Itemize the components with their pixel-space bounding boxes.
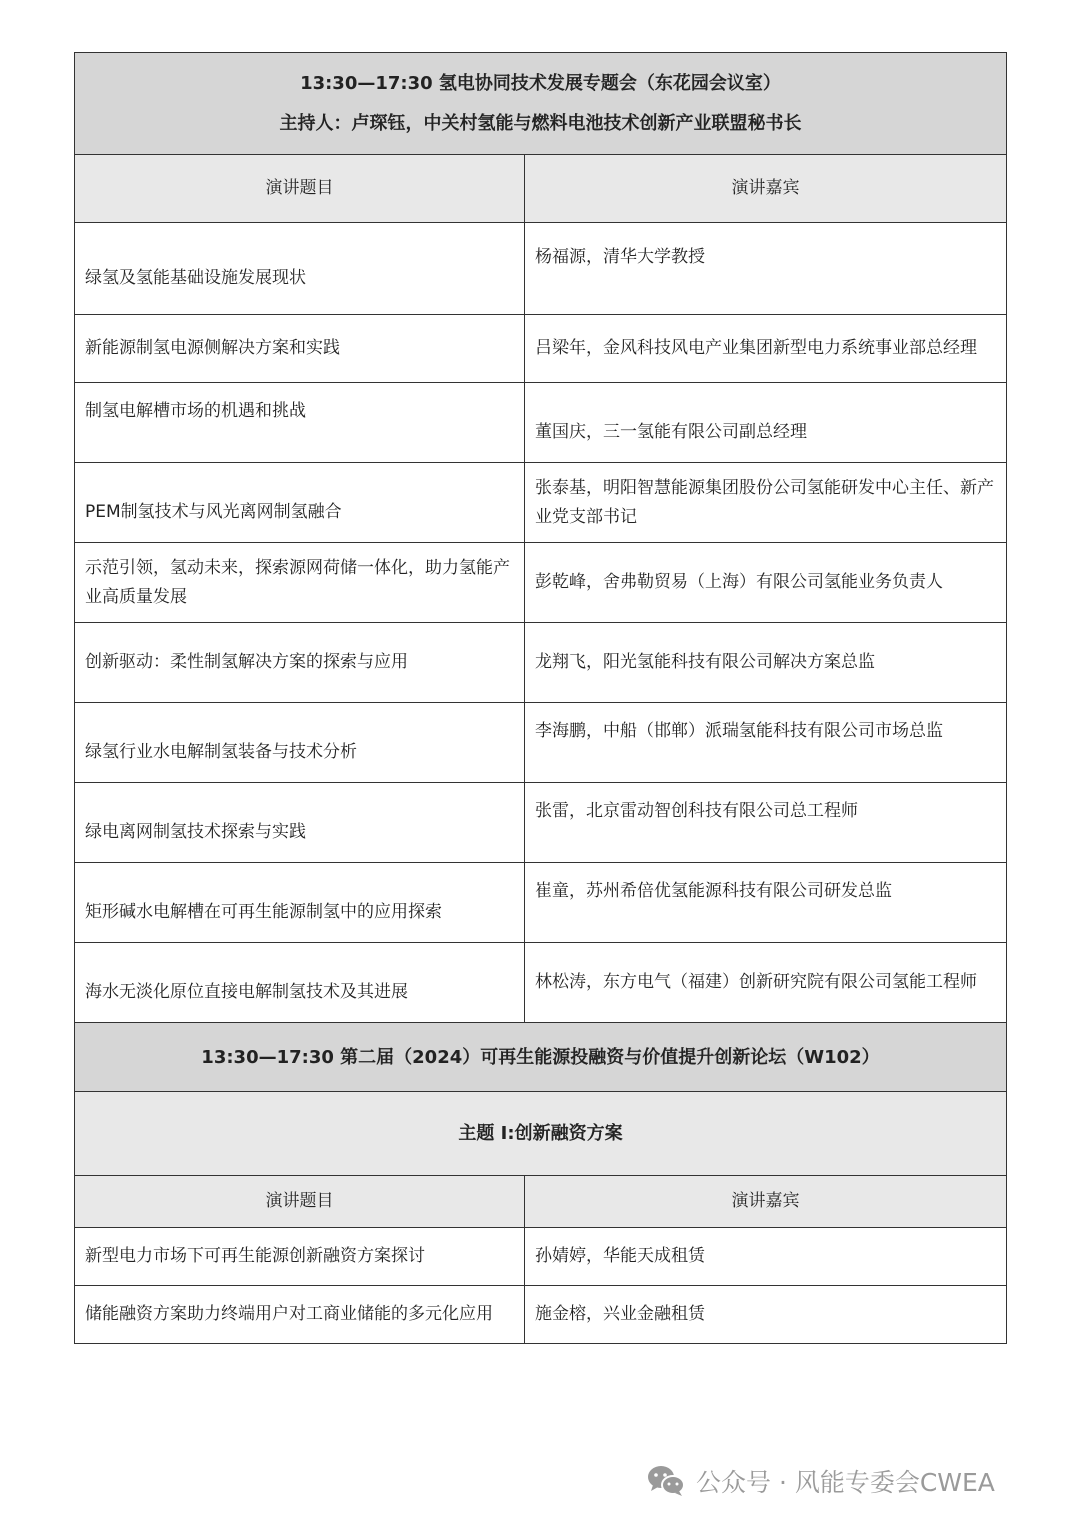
table-row bbox=[75, 703, 1007, 783]
table-row bbox=[75, 543, 1007, 623]
table-row bbox=[75, 383, 1007, 463]
talk-speaker: 李海鹏，中船（邯郸）派瑞氢能科技有限公司市场总监 bbox=[525, 703, 1007, 783]
talk-speaker: 杨福源，清华大学教授 bbox=[525, 223, 1007, 315]
section1-header bbox=[75, 53, 1007, 155]
watermark-text: 公众号 · 风能专委会CWEA bbox=[696, 1468, 995, 1497]
section2-title: 13:30—17:30 第二届（2024）可再生能源投融资与价值提升创新论坛（W102） bbox=[75, 1023, 1007, 1092]
column-header-topic: 演讲题目 bbox=[75, 1176, 525, 1228]
talk-topic: 储能融资方案助力终端用户对工商业储能的多元化应用 bbox=[75, 1286, 525, 1344]
watermark bbox=[646, 1463, 995, 1499]
section1-host: 主持人：卢琛钰，中关村氢能与燃料电池技术创新产业联盟秘书长 bbox=[279, 112, 802, 134]
talk-topic: 矩形碱水电解槽在可再生能源制氢中的应用探索 bbox=[75, 863, 525, 943]
table-row bbox=[75, 943, 1007, 1023]
section1-title: 13:30—17:30 氢电协同技术发展专题会（东花园会议室） bbox=[300, 72, 781, 94]
column-header-speaker: 演讲嘉宾 bbox=[525, 155, 1007, 223]
table-row bbox=[75, 1228, 1007, 1286]
agenda-table bbox=[74, 52, 1007, 1344]
section1-header-row bbox=[75, 53, 1007, 155]
section2-theme: 主题 I:创新融资方案 bbox=[75, 1092, 1007, 1176]
talk-topic: 海水无淡化原位直接电解制氢技术及其进展 bbox=[75, 943, 525, 1023]
talk-speaker: 施金榕，兴业金融租赁 bbox=[525, 1286, 1007, 1344]
talk-topic: 绿氢及氢能基础设施发展现状 bbox=[75, 223, 525, 315]
wechat-icon bbox=[646, 1464, 686, 1498]
talk-speaker: 张雷，北京雷动智创科技有限公司总工程师 bbox=[525, 783, 1007, 863]
table-row bbox=[75, 623, 1007, 703]
table-row bbox=[75, 223, 1007, 315]
talk-topic: 绿氢行业水电解制氢装备与技术分析 bbox=[75, 703, 525, 783]
table-row bbox=[75, 315, 1007, 383]
talk-topic: PEM制氢技术与风光离网制氢融合 bbox=[75, 463, 525, 543]
talk-speaker: 吕梁年，金风科技风电产业集团新型电力系统事业部总经理 bbox=[525, 315, 1007, 383]
talk-topic: 新能源制氢电源侧解决方案和实践 bbox=[75, 315, 525, 383]
talk-topic: 创新驱动：柔性制氢解决方案的探索与应用 bbox=[75, 623, 525, 703]
section2-header-row bbox=[75, 1023, 1007, 1092]
table-row bbox=[75, 463, 1007, 543]
section1-column-header-row bbox=[75, 155, 1007, 223]
talk-topic: 绿电离网制氢技术探索与实践 bbox=[75, 783, 525, 863]
section2-theme-row bbox=[75, 1092, 1007, 1176]
talk-topic: 新型电力市场下可再生能源创新融资方案探讨 bbox=[75, 1228, 525, 1286]
table-row bbox=[75, 783, 1007, 863]
section2-column-header-row bbox=[75, 1176, 1007, 1228]
column-header-speaker: 演讲嘉宾 bbox=[525, 1176, 1007, 1228]
talk-speaker: 孙婧婷，华能天成租赁 bbox=[525, 1228, 1007, 1286]
talk-speaker: 张泰基，明阳智慧能源集团股份公司氢能研发中心主任、新产业党支部书记 bbox=[525, 463, 1007, 543]
talk-speaker: 崔童，苏州希倍优氢能源科技有限公司研发总监 bbox=[525, 863, 1007, 943]
talk-topic: 制氢电解槽市场的机遇和挑战 bbox=[75, 383, 525, 463]
talk-speaker: 林松涛，东方电气（福建）创新研究院有限公司氢能工程师 bbox=[525, 943, 1007, 1023]
talk-speaker: 龙翔飞，阳光氢能科技有限公司解决方案总监 bbox=[525, 623, 1007, 703]
table-row bbox=[75, 1286, 1007, 1344]
talk-speaker: 彭乾峰，舍弗勒贸易（上海）有限公司氢能业务负责人 bbox=[525, 543, 1007, 623]
column-header-topic: 演讲题目 bbox=[75, 155, 525, 223]
talk-topic: 示范引领，氢动未来，探索源网荷储一体化，助力氢能产业高质量发展 bbox=[75, 543, 525, 623]
table-row bbox=[75, 863, 1007, 943]
talk-speaker: 董国庆，三一氢能有限公司副总经理 bbox=[525, 383, 1007, 463]
